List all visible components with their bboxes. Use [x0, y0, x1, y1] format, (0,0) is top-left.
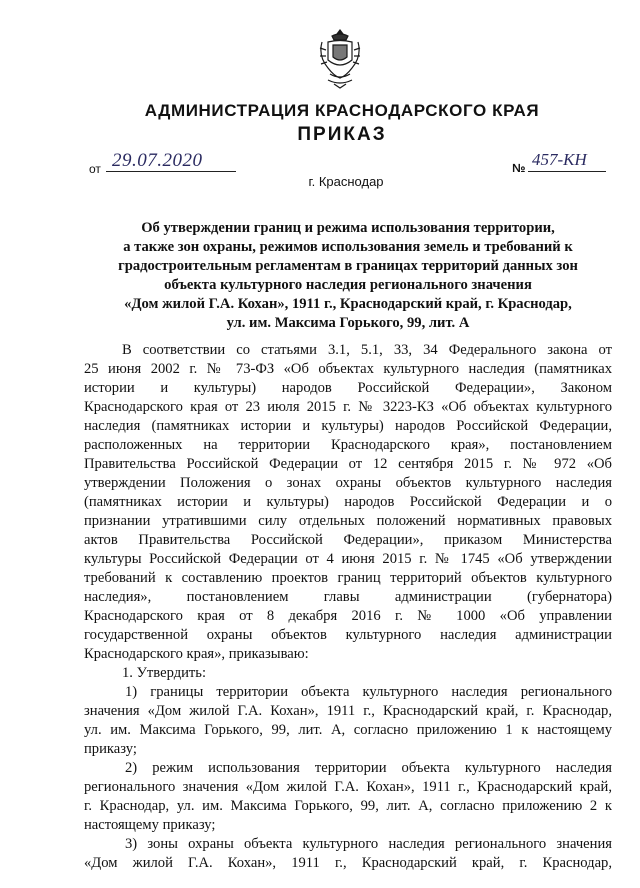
- subitem-2-line: настоящему приказу;: [84, 817, 216, 833]
- number-prefix: №: [512, 161, 526, 175]
- preamble-line: (памятниках истории и культуры) народов Российской Федерации и о: [84, 494, 612, 510]
- subitem-3-line: «Дом жилой Г.А. Кохан», 1911 г., Краснодарский край, г. Краснодар,: [84, 855, 612, 871]
- document-body: [84, 341, 612, 873]
- subitem-1-line: ул. им. Максима Горького, 99, лит. А, согласно приложению 1 к настоящему: [84, 722, 612, 738]
- preamble-line: культуры Российской Федерации от 4 июня 2015 г. № 1745 «Об утверждении: [84, 551, 612, 567]
- subitem-1-line: приказу;: [84, 741, 137, 757]
- date-prefix: от: [89, 162, 101, 176]
- document-type: ПРИКАЗ: [297, 124, 387, 145]
- organization-name: АДМИНИСТРАЦИЯ КРАСНОДАРСКОГО КРАЯ: [144, 101, 540, 120]
- subitem-2-line: г. Краснодар, ул. им. Максима Горького, 99, лит. А, согласно приложению 2 к: [84, 798, 612, 814]
- subitem-1-line: значения «Дом жилой Г.А. Кохан», 1911 г., Краснодарский край, г. Краснодар,: [84, 703, 612, 719]
- item-1-heading: 1. Утвердить:: [122, 665, 207, 681]
- document-title: [92, 219, 604, 333]
- document-date: 29.07.2020: [106, 150, 236, 172]
- preamble-line: Краснодарского края от 23 июля 2015 г. № 3223-КЗ «Об объектах культурного: [84, 399, 612, 415]
- preamble-line: признании утратившими силу отдельных положений нормативных правовых: [84, 513, 612, 529]
- subitem-1-line: 1) границы территории объекта культурного наследия регионального: [125, 684, 612, 700]
- title-line: а также зон охраны, режимов использования земель и требований к: [123, 239, 573, 255]
- city-name: г. Краснодар: [308, 174, 384, 189]
- preamble-line: Краснодарского края от 8 декабря 2016 г. № 1000 «Об управлении: [84, 608, 612, 624]
- preamble-line: истории и культуры) народов Российской Федерации», Законом: [84, 380, 612, 396]
- preamble-line: требований к составлению проектов границ территорий объектов культурного: [84, 570, 612, 586]
- title-line: «Дом жилой Г.А. Кохан», 1911 г., Краснодарский край, г. Краснодар,: [124, 296, 572, 312]
- title-line: Об утверждении границ и режима использования территории,: [141, 220, 555, 236]
- preamble-line: В соответствии со статьями 3.1, 5.1, 33, 34 Федерального закона от: [122, 342, 612, 358]
- preamble-line: 25 июня 2002 г. № 73-ФЗ «Об объектах культурного наследия (памятниках: [84, 361, 612, 377]
- coat-of-arms-emblem: [318, 28, 362, 90]
- title-line: объекта культурного наследия регионального значения: [164, 277, 532, 293]
- subitem-3-line: 3) зоны охраны объекта культурного наследия регионального значения: [125, 836, 612, 852]
- title-line: градостроительным регламентам в границах территорий данных зон: [118, 258, 578, 274]
- preamble-line: наследия (памятниках истории и культуры) народов Российской Федерации,: [84, 418, 612, 434]
- preamble-line: государственной охраны объектов культурного наследия администрации: [84, 627, 612, 643]
- title-line: ул. им. Максима Горького, 99, лит. А: [226, 315, 470, 331]
- document-number: 457-КН: [528, 150, 606, 172]
- preamble-line: наследия», постановлением главы администрации (губернатора): [84, 589, 612, 605]
- preamble-line: Правительства Российской Федерации от 12 сентября 2015 г. № 972 «Об: [84, 456, 612, 472]
- preamble-line: Краснодарского края», приказываю:: [84, 646, 309, 662]
- subitem-2-line: 2) режим использования территории объекта культурного наследия: [125, 760, 612, 776]
- preamble-line: актов Правительства Российской Федерации», приказом Министерства: [84, 532, 612, 548]
- preamble-line: расположенных на территории Краснодарского края», постановлением: [84, 437, 612, 453]
- preamble-line: утверждении Положения о зонах охраны объектов культурного наследия: [84, 475, 612, 491]
- subitem-2-line: регионального значения «Дом жилой Г.А. Кохан», 1911 г., Краснодарский край,: [84, 779, 612, 795]
